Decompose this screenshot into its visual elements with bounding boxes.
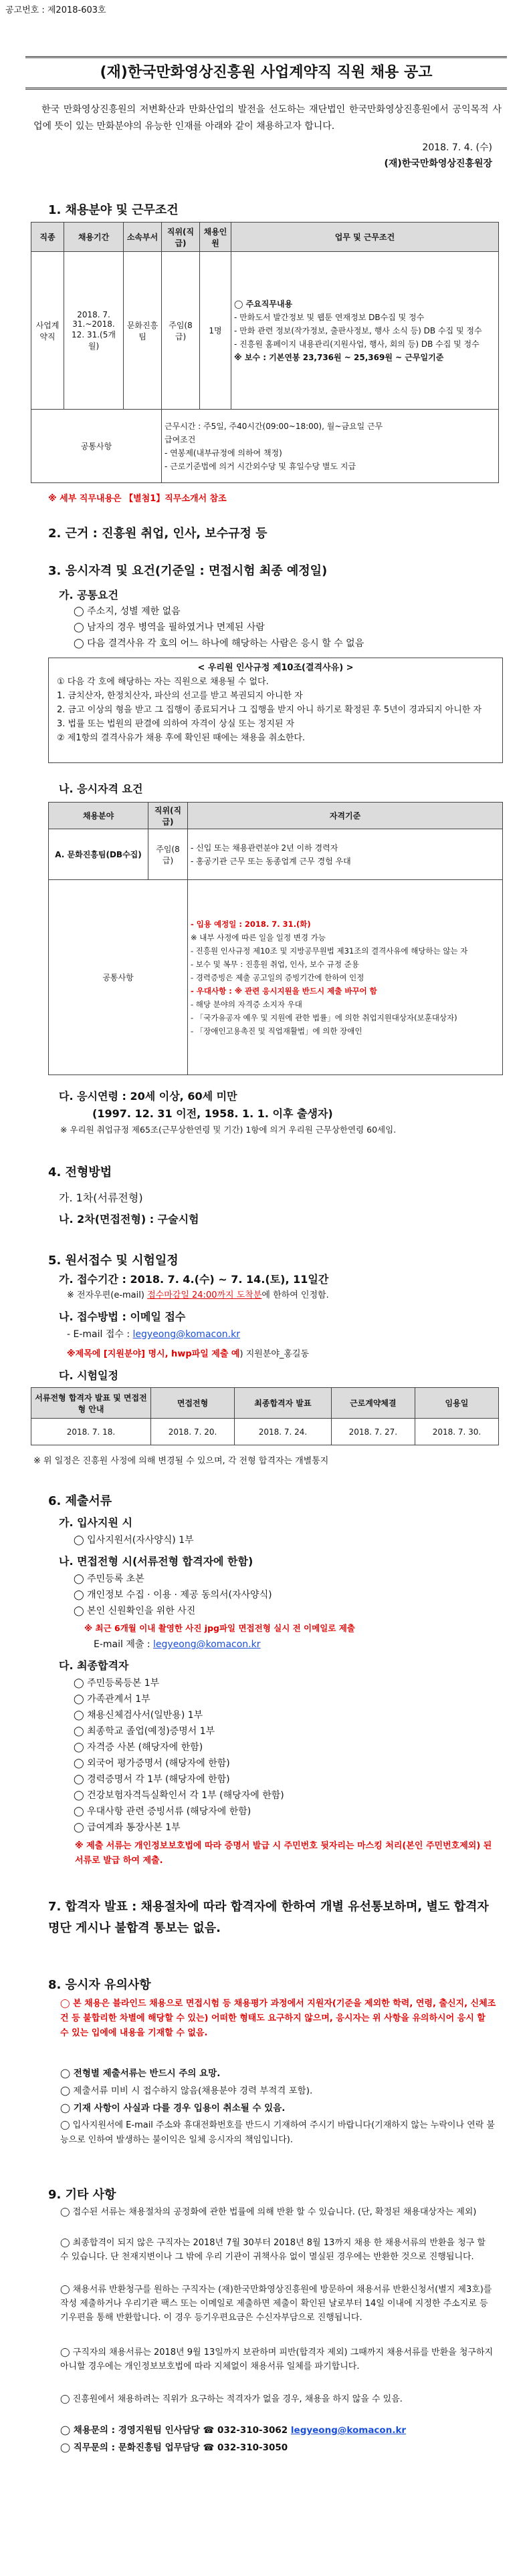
na-common-line: - 우대사항 : ※ 관련 응시지원을 반드시 제출 바꾸어 함 xyxy=(191,986,377,996)
docs-interview-item: ◯ 본인 신원확인을 위한 사진 xyxy=(74,1606,196,1616)
contact-hr-email[interactable]: legyeong@komacon.kr xyxy=(290,2425,407,2436)
th-sched: 면접전형 xyxy=(151,1388,235,1419)
sched-date: 2018. 7. 18. xyxy=(31,1419,151,1445)
section-7-heading: 7. 합격자 발표 : 채용절차에 따라 합격자에 한하여 개별 유선통보하며, 별도 합격자 명단 게시나 불합격 통보는 없음. xyxy=(48,1900,489,1935)
note-red: 접수마감일 24:00까지 도착분 xyxy=(147,1290,262,1300)
s3-req-item: ◯ 주소지, 성별 제한 없음 xyxy=(74,606,181,617)
sched-date: 2018. 7. 24. xyxy=(235,1419,332,1445)
section-9-heading: 9. 기타 사항 xyxy=(48,2188,116,2202)
cell-duties xyxy=(231,252,499,410)
th-sched: 서류전형 합격자 발표 및 면접전형 안내 xyxy=(31,1388,151,1419)
age-note: ※ 우리원 취업규정 제65조(근무상한연령 및 기간) 1항에 의거 우리원 근무상한연령 60세임. xyxy=(60,1125,397,1135)
misc-item: ◯ 구직자의 채용서류는 2018년 9월 13일까지 보관하며 피반(합격자 제외) 그때까지 채용서류를 반환을 청구하지 아니할 경우에는 개인정보보호법에 따라 지체없이 채용서류 일체를 파기합니다. xyxy=(60,2347,494,2372)
photo-email-link[interactable]: legyeong@komacon.kr xyxy=(153,1639,261,1650)
intro-text: 한국 만화영상진흥원의 저변확산과 만화산업의 발전을 선도하는 재단법인 한국만화영상진흥원에서 공익목적 사업에 뜻이 있는 만화분야의 유능한 인재를 아래와 같이 채용하고자 합니다. xyxy=(33,104,502,132)
th-rank: 직위(직급) xyxy=(162,223,200,252)
caution-item: ◯ 전형별 제출서류는 반드시 주의 요망. xyxy=(60,2068,221,2079)
duty-line: - 진흥원 홈페이지 내용관리(지원사업, 행사, 회의 등) DB 수집 및 정수 xyxy=(234,339,480,349)
docs-final-item: ◯ 가족관계서 1부 xyxy=(74,1694,150,1705)
notice-date: 2018. 7. 4. (수) xyxy=(422,142,492,153)
section-6-heading: 6. 제출서류 xyxy=(48,1494,112,1508)
notice-org: (재)한국만화영상진흥원장 xyxy=(384,158,492,169)
section-2-heading: 2. 근거 : 진흥원 취업, 인사, 보수규정 등 xyxy=(48,527,268,541)
duty-note: ※ 세부 직무내용은 【별첨1】직무소개서 참조 xyxy=(48,494,227,504)
misc-item: ◯ 채용서류 반환청구를 원하는 구직자는 (재)한국만화영상진흥원에 방문하여 채용서류 반환신청서(별지 제3호)를 작성 제출하거나 우리기관 팩스 또는 이메일로 제출하면 제출이 확인된 날로부터 14일 이내에 지정한 주소지로 등기우편을 통해 반환합니다. 이 경우 등기우편요금은 수신자부담으로 진행됩니다. xyxy=(60,2285,492,2323)
note-post: 에 한하여 인정함. xyxy=(261,1290,329,1300)
docs-apply-item: ◯ 입사지원서(자사양식) 1부 xyxy=(74,1535,194,1546)
na-common-line: - 입용 예정일 : 2018. 7. 31.(화) xyxy=(191,919,311,929)
age-range: (1997. 12. 31 이전, 1958. 1. 1. 이후 출생자) xyxy=(92,1107,333,1120)
schedule-note: ※ 위 일정은 진흥원 사정에 의해 변경될 수 있으며, 각 전형 합격자는 개별통지 xyxy=(33,1456,329,1466)
note-pre: ※ 전자우편(e-mail) xyxy=(67,1290,144,1300)
apply-period-note xyxy=(67,1288,329,1303)
schedule-heading: 다. 시험일정 xyxy=(59,1369,118,1382)
th-sched: 근로계약체결 xyxy=(331,1388,415,1419)
photo-email-line xyxy=(94,1637,260,1652)
apply-email-line xyxy=(67,1327,240,1342)
contact-hr-label: ◯ 채용문의 : 경영지원팀 인사담당 ☎ 032-310-3062 xyxy=(60,2425,288,2436)
misc-item: ◯ 접수된 서류는 채용절차의 공정화에 관한 법률에 의해 반환 할 수 있습니다. (단, 확정된 채용대상자는 제외) xyxy=(60,2207,477,2217)
qualification-table xyxy=(48,802,503,1075)
th-duties: 업무 및 근무조건 xyxy=(231,223,499,252)
box-line: 1. 금치산자, 한정치산자, 파산의 선고를 받고 복권되지 아니한 자 xyxy=(57,691,303,701)
age-requirement: 다. 응시연령 : 20세 이상, 60세 미만 xyxy=(59,1090,237,1103)
title-frame xyxy=(25,56,507,90)
photo-email-label: E-mail 제출 : xyxy=(94,1639,150,1650)
common-line: 근무시간 : 주5일, 주40시간(09:00~18:00), 월~금요일 근무 xyxy=(165,421,383,431)
th-field: 채용분야 xyxy=(49,803,148,829)
na-common-line: - 보수 및 복무 : 진흥원 취업, 인사, 보수 규정 준용 xyxy=(191,959,359,969)
cell-rank: 주임(8급) xyxy=(162,252,200,410)
docs-apply-heading: 가. 입사지원 시 xyxy=(59,1516,132,1529)
photo-note: ※ 최근 6개월 이내 촬영한 사진 jpg파일 면접전형 실시 전 이메일로 제출 xyxy=(84,1623,355,1633)
contact-job: ◯ 직무문의 : 문화진흥팀 업무담당 ☎ 032-310-3050 xyxy=(60,2442,288,2453)
disqualification-box xyxy=(48,658,503,763)
th-rank: 직위(직급) xyxy=(148,803,188,829)
docs-final-item: ◯ 급여계좌 통장사본 1부 xyxy=(74,1822,181,1833)
box-line: ② 제1항의 결격사유가 채용 후에 확인된 때에는 채용을 취소한다. xyxy=(57,733,306,743)
docs-final-item: ◯ 채용신체검사서(일반용) 1부 xyxy=(74,1710,203,1721)
duty-line: ※ 보수 : 기본연봉 23,736원 ~ 25,369원 ~ 근무일기준 xyxy=(234,352,444,362)
page-title: (재)한국만화영상진흥원 사업계약직 직원 채용 공고 xyxy=(100,64,433,81)
docs-interview-item: ◯ 개인정보 수집 · 이용 · 제공 동의서(자사양식) xyxy=(74,1590,272,1600)
step-2: 나. 2차(면접전형) : 구술시험 xyxy=(59,1213,199,1226)
box-line: 2. 금고 이상의 형을 받고 그 집행이 종료되거나 그 집행을 받지 아니 하기로 확정된 후 5년이 경과되지 아니한 자 xyxy=(57,705,482,715)
na-common-line: - 진흥원 인사규정 제10조 및 지방공무원법 제31조의 결격사유에 해당하는 않는 자 xyxy=(191,946,468,956)
docs-interview-item: ◯ 주민등록 초본 xyxy=(74,1574,144,1584)
section-5-heading: 5. 원서접수 및 시험일정 xyxy=(48,1254,179,1268)
apply-email-link[interactable]: legyeong@komacon.kr xyxy=(132,1329,240,1340)
common-label: 공통사항 xyxy=(31,410,162,483)
docs-final-item: ◯ 최종학교 졸업(예정)증명서 1부 xyxy=(74,1726,215,1737)
na-common-line: - 해당 분야의 자격증 소지자 우대 xyxy=(191,999,302,1009)
th-period: 채용기간 xyxy=(64,223,124,252)
na-common-line: - 경력증빙은 제출 공고일의 증빙기간에 한하여 인정 xyxy=(191,972,364,982)
step-1: 가. 1차(서류전형) xyxy=(59,1191,143,1204)
duty-line: - 만화도서 발간정보 및 웹툰 연재정보 DB수집 및 정수 xyxy=(234,312,425,322)
cell-count: 1명 xyxy=(200,252,231,410)
th-dept: 소속부서 xyxy=(124,223,162,252)
th-criteria: 자격기준 xyxy=(188,803,503,829)
common-line: - 연봉제(내부규정에 의하여 책정) xyxy=(165,448,282,458)
subject-red: ※제목에 [지원분야] 명시, hwp파일 제출 예 xyxy=(67,1349,240,1359)
cell-period: 2018. 7. 31.~2018. 12. 31.(5개월) xyxy=(64,252,124,410)
docs-final-heading: 다. 최종합격자 xyxy=(59,1659,129,1672)
apply-period: 가. 접수기간 : 2018. 7. 4.(수) ~ 7. 14.(토), 11일간 xyxy=(59,1273,329,1286)
th-type: 직종 xyxy=(31,223,64,252)
email-label: - E-mail 접수 : xyxy=(67,1329,130,1340)
criteria-line: - 홍공기관 근무 또는 동종업계 근무 경험 우대 xyxy=(191,856,351,866)
section-4-heading: 4. 전형방법 xyxy=(48,1165,112,1179)
docs-interview-heading: 나. 면접전형 시(서류전형 합격자에 한함) xyxy=(59,1555,253,1568)
sched-date: 2018. 7. 30. xyxy=(415,1419,498,1445)
sched-date: 2018. 7. 27. xyxy=(331,1419,415,1445)
section-3-heading: 3. 응시자격 및 요건(기준일 : 면접시험 최종 예정일) xyxy=(48,564,328,578)
na-common-label: 공통사항 xyxy=(49,880,188,1075)
caution-item: ◯ 입사지원서에 E-mail 주소와 휴대전화번호를 반드시 기재하여 주시기 바랍니다(기재하지 않는 누락이나 연락 불능으로 인하여 발생하는 불이익은 일체 응시자의 책임입니다). xyxy=(60,2120,495,2145)
cell-field: A. 문화진흥팀(DB수집) xyxy=(49,829,148,880)
s3-common-req: 가. 공통요건 xyxy=(59,589,118,601)
caution-item: ◯ 제출서류 미비 시 접수하지 않음(채용분야 경력 부적격 포함). xyxy=(60,2086,313,2096)
sched-date: 2018. 7. 20. xyxy=(151,1419,235,1445)
na-common-cell xyxy=(188,880,503,1075)
s3-qualification-heading: 나. 응시자격 요건 xyxy=(59,782,143,795)
section-8-heading: 8. 응시자 유의사항 xyxy=(48,1978,151,1992)
docs-final-item: ◯ 주민등록등본 1부 xyxy=(74,1678,160,1689)
recruit-table xyxy=(31,222,499,483)
na-common-line: ※ 내부 사정에 따른 일을 일정 변경 가능 xyxy=(191,932,326,942)
box-line: ① 다음 각 호에 해당하는 자는 직원으로 채용될 수 없다. xyxy=(57,677,269,687)
common-line: - 근로기준법에 의거 시간외수당 및 휴일수당 별도 지급 xyxy=(165,461,356,471)
s3-req-item: ◯ 다음 결격사유 각 호의 어느 하나에 해당하는 사람은 응시 할 수 없음 xyxy=(74,638,364,649)
subject-rule xyxy=(67,1347,309,1362)
s3-req-item: ◯ 남자의 경우 병역을 필하였거나 면제된 사람 xyxy=(74,622,265,633)
criteria-line: - 신입 또는 채용관련분야 2년 이하 경력자 xyxy=(191,843,338,853)
misc-item: ◯ 최종합격이 되지 않은 구직자는 2018년 7월 30부터 2018년 8월 13까지 채용 한 채용서류의 반환을 청구 할 수 있습니다. 단 천재지변이나 그 밖에 우리 기관이 귀책사유 없이 멸실된 경우에는 반환한 것으로 진행됩니다. xyxy=(60,2238,486,2262)
cell-type: 사업계약직 xyxy=(31,252,64,410)
notice-number: 공고번호 : 제2018-603호 xyxy=(5,5,106,15)
docs-final-item: ◯ 경력증명서 각 1부 (해당자에 한함) xyxy=(74,1774,230,1785)
section-1-heading: 1. 채용분야 및 근무조건 xyxy=(48,203,179,217)
common-conditions xyxy=(162,410,499,483)
docs-final-item: ◯ 자격증 사본 (해당자에 한함) xyxy=(74,1742,203,1753)
na-common-line: - 「장애인고용촉진 및 직업재활법」에 의한 장애인 xyxy=(191,1026,362,1036)
th-count: 채용인원 xyxy=(200,223,231,252)
cell-rank: 주임(8급) xyxy=(148,829,188,880)
apply-method: 나. 접수방법 : 이메일 접수 xyxy=(59,1310,186,1323)
subject-post: ) 지원분야_홍길동 xyxy=(239,1349,310,1359)
docs-final-item: ◯ 우대사항 관련 증빙서류 (해당자에 한함) xyxy=(74,1806,251,1817)
box-title: < 우리원 인사규정 제10조(결격사유) > xyxy=(197,663,354,673)
th-sched: 임용일 xyxy=(415,1388,498,1419)
box-line: 3. 법률 또는 법원의 판결에 의하여 자격이 상실 또는 정지된 자 xyxy=(57,719,295,729)
misc-item: ◯ 진흥원에서 채용하려는 직위가 요구하는 적격자가 없을 경우, 채용을 하지 않을 수 있음. xyxy=(60,2394,403,2404)
duty-line: - 만화 관련 정보(작가정보, 출판사정보, 행사 소식 등) DB 수집 및 정수 xyxy=(234,325,482,335)
blind-notice: ◯ 본 채용은 블라인드 채용으로 면접시험 등 채용평가 과정에서 지원자(기준을 제외한 학력, 연령, 출신지, 신체조건 등 불합리한 차별에 해당할 수 있는) 어떠한 형태도 요구하지 않으며, 응시자는 위 사항을 유의하시어 응시 할 수 있는 입에에 내용을 기재할 수 없음. xyxy=(60,1999,496,2038)
docs-final-item: ◯ 건강보험자격득실확인서 각 1부 (해당자에 한함) xyxy=(74,1790,284,1801)
contact-hr xyxy=(60,2423,406,2438)
duty-line: ◯ 주요직무내용 xyxy=(234,299,293,309)
cell-criteria xyxy=(188,829,503,880)
th-sched: 최종합격자 발표 xyxy=(235,1388,332,1419)
schedule-table xyxy=(31,1387,499,1445)
cell-dept: 문화진흥팀 xyxy=(124,252,162,410)
na-common-line: - 「국가유공자 예우 및 지원에 관한 법률」에 의한 취업지원대상자(보훈대상자) xyxy=(191,1012,457,1022)
masking-note: ※ 제출 서류는 개인정보보호법에 따라 증명서 발급 시 주민번호 뒷자리는 마스킹 처리(본인 주민번호제외) 된 서류로 발급 하여 제출. xyxy=(75,1841,492,1866)
docs-final-item: ◯ 외국어 평가증명서 (해당자에 한함) xyxy=(74,1758,230,1769)
common-line: 급여조건 xyxy=(165,434,196,444)
caution-item: ◯ 기재 사항이 사실과 다를 경우 입용이 취소될 수 있음. xyxy=(60,2103,286,2114)
